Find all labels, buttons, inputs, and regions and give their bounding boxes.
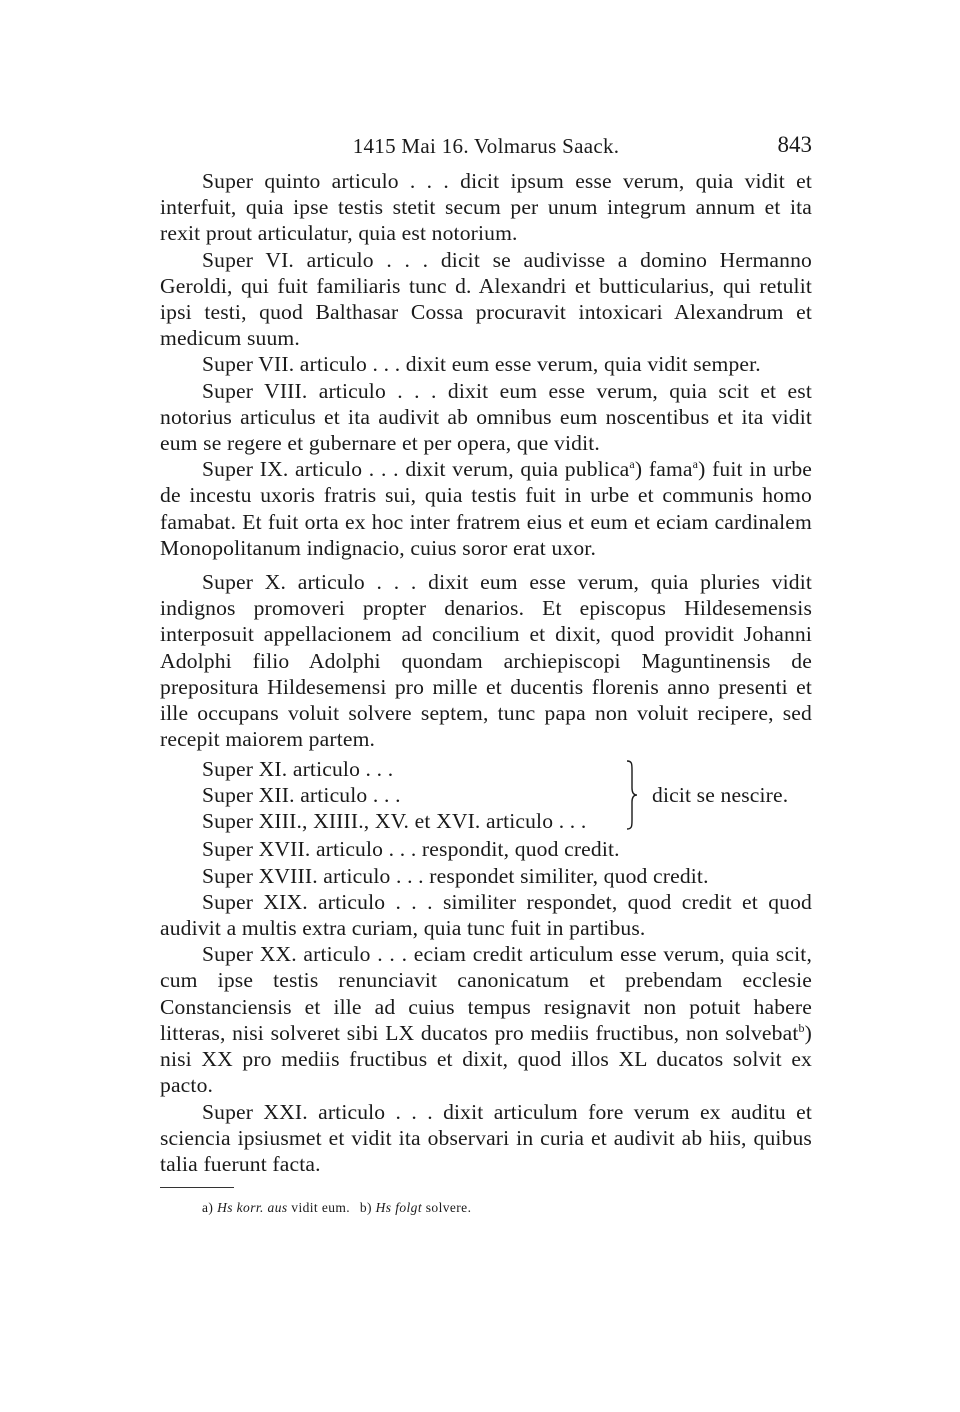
bracket-line: Super XIII., XIIII., XV. et XVI. articulo . . . — [202, 809, 587, 834]
footnote-b — [360, 1200, 472, 1215]
footnote-label: a) — [202, 1200, 214, 1216]
paragraph-article-18: Super XVIII. articulo . . . respondet similiter, quod credit. — [202, 863, 709, 888]
footnotes — [160, 1200, 812, 1216]
main-text — [160, 168, 812, 1177]
paragraph-article-17: Super XVII. articulo . . . respondit, quod credit. — [202, 837, 620, 862]
paragraph-article-19: Super XIX. articulo . . . similiter respondet, quod credit et quod audivit a multis extra curiam, quia tunc fuit in partibus. — [160, 889, 812, 941]
paragraph-article-21: Super XXI. articulo . . . dixit articulum fore verum ex auditu et sciencia ipsiusmet et vidit ita observari in curia et audivit ab hiis, quibus talia fuerunt facta. — [160, 1099, 812, 1176]
page — [160, 128, 812, 1216]
paragraph-article-5: Super quinto articulo . . . dicit ipsum esse verum, quia vidit et interfuit, quia ipse testis stetit secum per unum integrum annum et ita rexit prout articulatur, quia est notorium. — [160, 169, 812, 246]
paragraph-article-8: Super VIII. articulo . . . dixit eum esse verum, quia scit et est notorius articulus et ita audivit ab omnibus eum noscentibus et ita vidit eum se regere et gubernare et per opera, que vidit. — [160, 378, 812, 456]
paragraph-article-10: Super X. articulo . . . dixit eum esse verum, quia pluries vidit indignos promoveri propter denarios. Et episcopus Hildesemensis interposuit appellacionem ad concilium et dixit, quod providit Johanni Adolphi filio Adolphi quondam archiepiscopi Maguntinensis de prepositura Hildesemensi pro mille et ducentis florenis anno presenti et ille occupans voluit solvere septem, tunc papa non voluit recipere, sed recepit maiorem partem. — [160, 570, 812, 752]
bracket-group — [160, 756, 812, 836]
footnote-italic: Hs folgt — [375, 1200, 422, 1216]
footnote-text: solvere. — [425, 1200, 472, 1216]
paragraph-article-7: Super VII. articulo . . . dixit eum esse verum, quia vidit semper. — [202, 352, 761, 377]
running-head — [160, 128, 812, 168]
footnote-label: b) — [359, 1200, 372, 1216]
paragraph-article-6: Super VI. articulo . . . dicit se audivisse a domino Hermanno Geroldi, qui fuit familiaris tunc d. Alexandri et butticularius, qui retulit ipsi testi, quod Balthasar Cossa procuravit intoxicari Alexandrum et medicum suum. — [160, 247, 812, 351]
paragraph-text: ) fuit in urbe de incestu uxoris fratris sui, quia testis fuit in urbe et communis homo famabat. Et fuit orta ex hoc inter fratrem eius et eum et eciam cardinalem Monopolitanum indignacio, cuius soror erat uxor. — [160, 457, 813, 560]
paragraph-article-9 — [160, 456, 812, 561]
footnote-mark: a — [629, 457, 635, 472]
page-number: 843 — [777, 132, 812, 157]
bracket-verdict: dicit se nescire. — [652, 783, 789, 808]
footnote-text: vidit eum. — [291, 1200, 351, 1216]
paragraph-text: ) fama — [634, 457, 693, 482]
footnote-a — [202, 1200, 350, 1215]
paragraph-text: Super XX. articulo . . . eciam credit articulum esse verum, quia scit, cum ipse testis renunciavit canonicatum et prebendam ecclesie Constanciensis et ille ad cuius tempus resignavit non potuit habere litteras, nisi solveret sibi LX ducatos pro mediis fructibus, non solvebat — [160, 942, 812, 1045]
paragraph-article-20 — [160, 941, 812, 1098]
footnote-italic: Hs korr. aus — [217, 1200, 288, 1216]
footnote-mark: b — [798, 1020, 805, 1035]
paragraph-text: ) nisi XX pro mediis fructibus et dixit, quod illos XL ducatos solvit ex pacto. — [160, 1020, 812, 1098]
paragraph-text: Super IX. articulo . . . dixit verum, quia publica — [202, 457, 630, 482]
bracket-line: Super XII. articulo . . . — [202, 783, 401, 808]
bracket-line: Super XI. articulo . . . — [202, 757, 394, 782]
right-brace — [626, 760, 638, 830]
running-title: 1415 Mai 16. Volmarus Saack. — [352, 134, 620, 158]
footnote-rule — [160, 1187, 234, 1188]
footnote-mark: a — [692, 457, 699, 472]
